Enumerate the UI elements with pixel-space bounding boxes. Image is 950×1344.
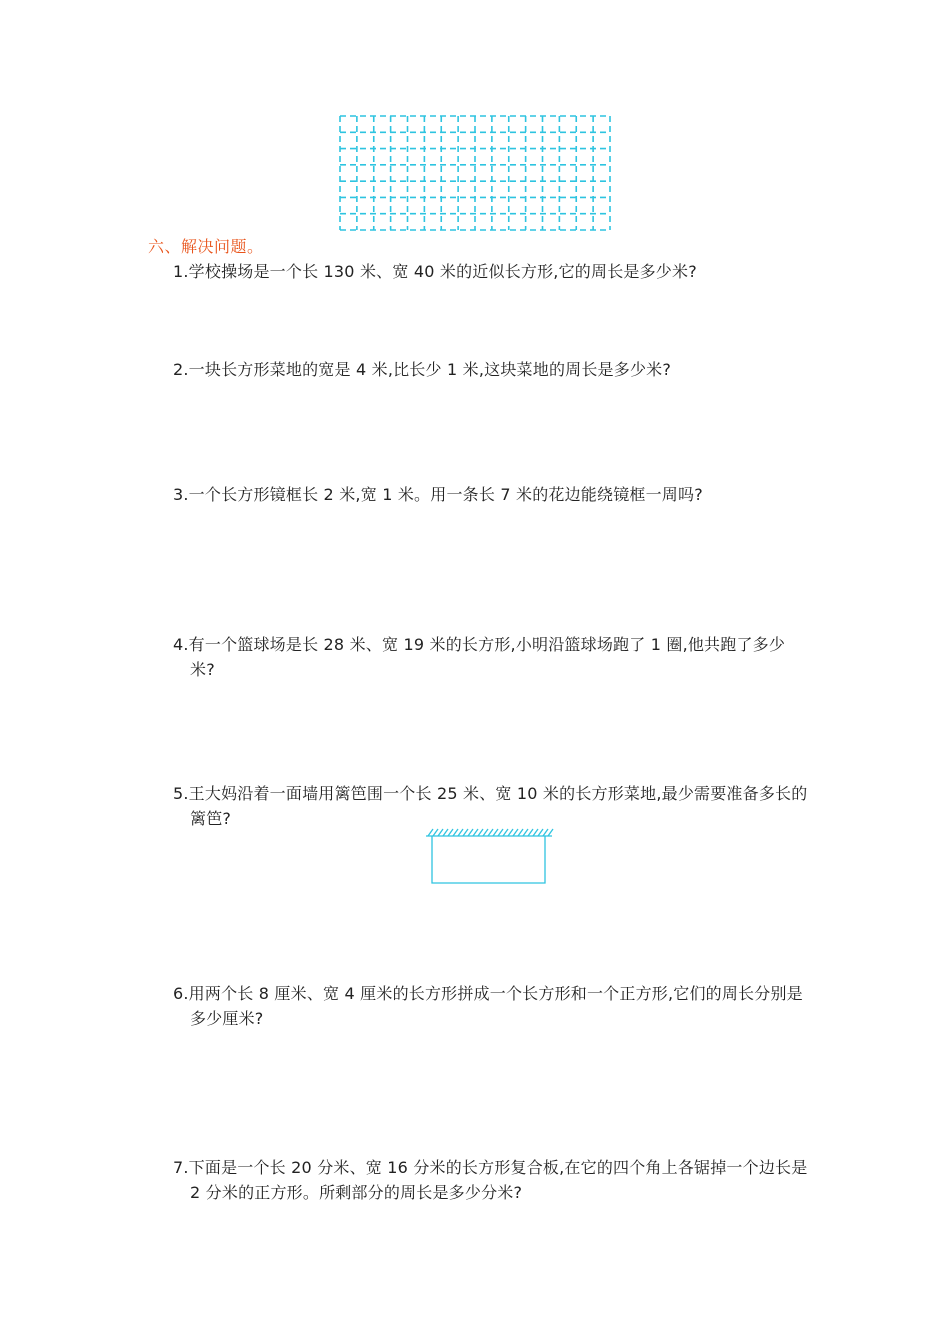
wall-hatch-line <box>518 829 523 836</box>
wall-hatch-line <box>503 829 508 836</box>
dashed-grid-figure <box>338 114 612 232</box>
question-7-text: 7.下面是一个长 20 分米、宽 16 分米的长方形复合板,在它的四个角上各锯掉一个边长是 2 分米的正方形。所剩部分的周长是多少分米? <box>173 1158 808 1202</box>
question-4-text: 4.有一个篮球场是长 28 米、宽 19 米的长方形,小明沿篮球场跑了 1 圈,他共跑了多少米? <box>173 635 786 679</box>
wall-fence-figure <box>424 826 554 886</box>
wall-hatch-line <box>513 829 518 836</box>
wall-hatch-line <box>498 829 503 836</box>
wall-hatch-line <box>463 829 468 836</box>
wall-hatch-line <box>543 829 548 836</box>
question-1 <box>173 259 809 284</box>
wall-hatch-line <box>433 829 438 836</box>
question-5 <box>173 781 809 831</box>
question-5-text: 5.王大妈沿着一面墙用篱笆围一个长 25 米、宽 10 米的长方形菜地,最少需要准备多长的篱笆? <box>173 784 808 828</box>
wall-hatch-line <box>483 829 488 836</box>
section-heading: 六、解决问题。 <box>148 237 264 256</box>
wall-hatch-line <box>478 829 483 836</box>
question-3 <box>173 482 809 507</box>
wall-hatch-line <box>473 829 478 836</box>
question-1-text: 1.学校操场是一个长 130 米、宽 40 米的近似长方形,它的周长是多少米? <box>173 262 697 281</box>
question-2 <box>173 357 809 382</box>
wall-hatch-line <box>443 829 448 836</box>
question-4 <box>173 632 809 682</box>
wall-hatch-line <box>438 829 443 836</box>
wall-hatch-line <box>468 829 473 836</box>
question-7 <box>173 1155 809 1205</box>
wall-hatching <box>428 829 553 836</box>
wall-hatch-line <box>538 829 543 836</box>
wall-hatch-line <box>528 829 533 836</box>
wall-hatch-line <box>458 829 463 836</box>
question-6 <box>173 981 809 1031</box>
wall-hatch-line <box>508 829 513 836</box>
question-6-text: 6.用两个长 8 厘米、宽 4 厘米的长方形拼成一个长方形和一个正方形,它们的周长分别是多少厘米? <box>173 984 803 1028</box>
question-2-text: 2.一块长方形菜地的宽是 4 米,比长少 1 米,这块菜地的周长是多少米? <box>173 360 672 379</box>
wall-hatch-line <box>428 829 433 836</box>
question-3-text: 3.一个长方形镜框长 2 米,宽 1 米。用一条长 7 米的花边能绕镜框一周吗? <box>173 485 703 504</box>
wall-hatch-line <box>448 829 453 836</box>
wall-hatch-line <box>488 829 493 836</box>
wall-hatch-line <box>453 829 458 836</box>
wall-hatch-line <box>548 829 553 836</box>
fence-rectangle <box>432 836 545 883</box>
wall-hatch-line <box>523 829 528 836</box>
wall-hatch-line <box>493 829 498 836</box>
wall-hatch-line <box>533 829 538 836</box>
